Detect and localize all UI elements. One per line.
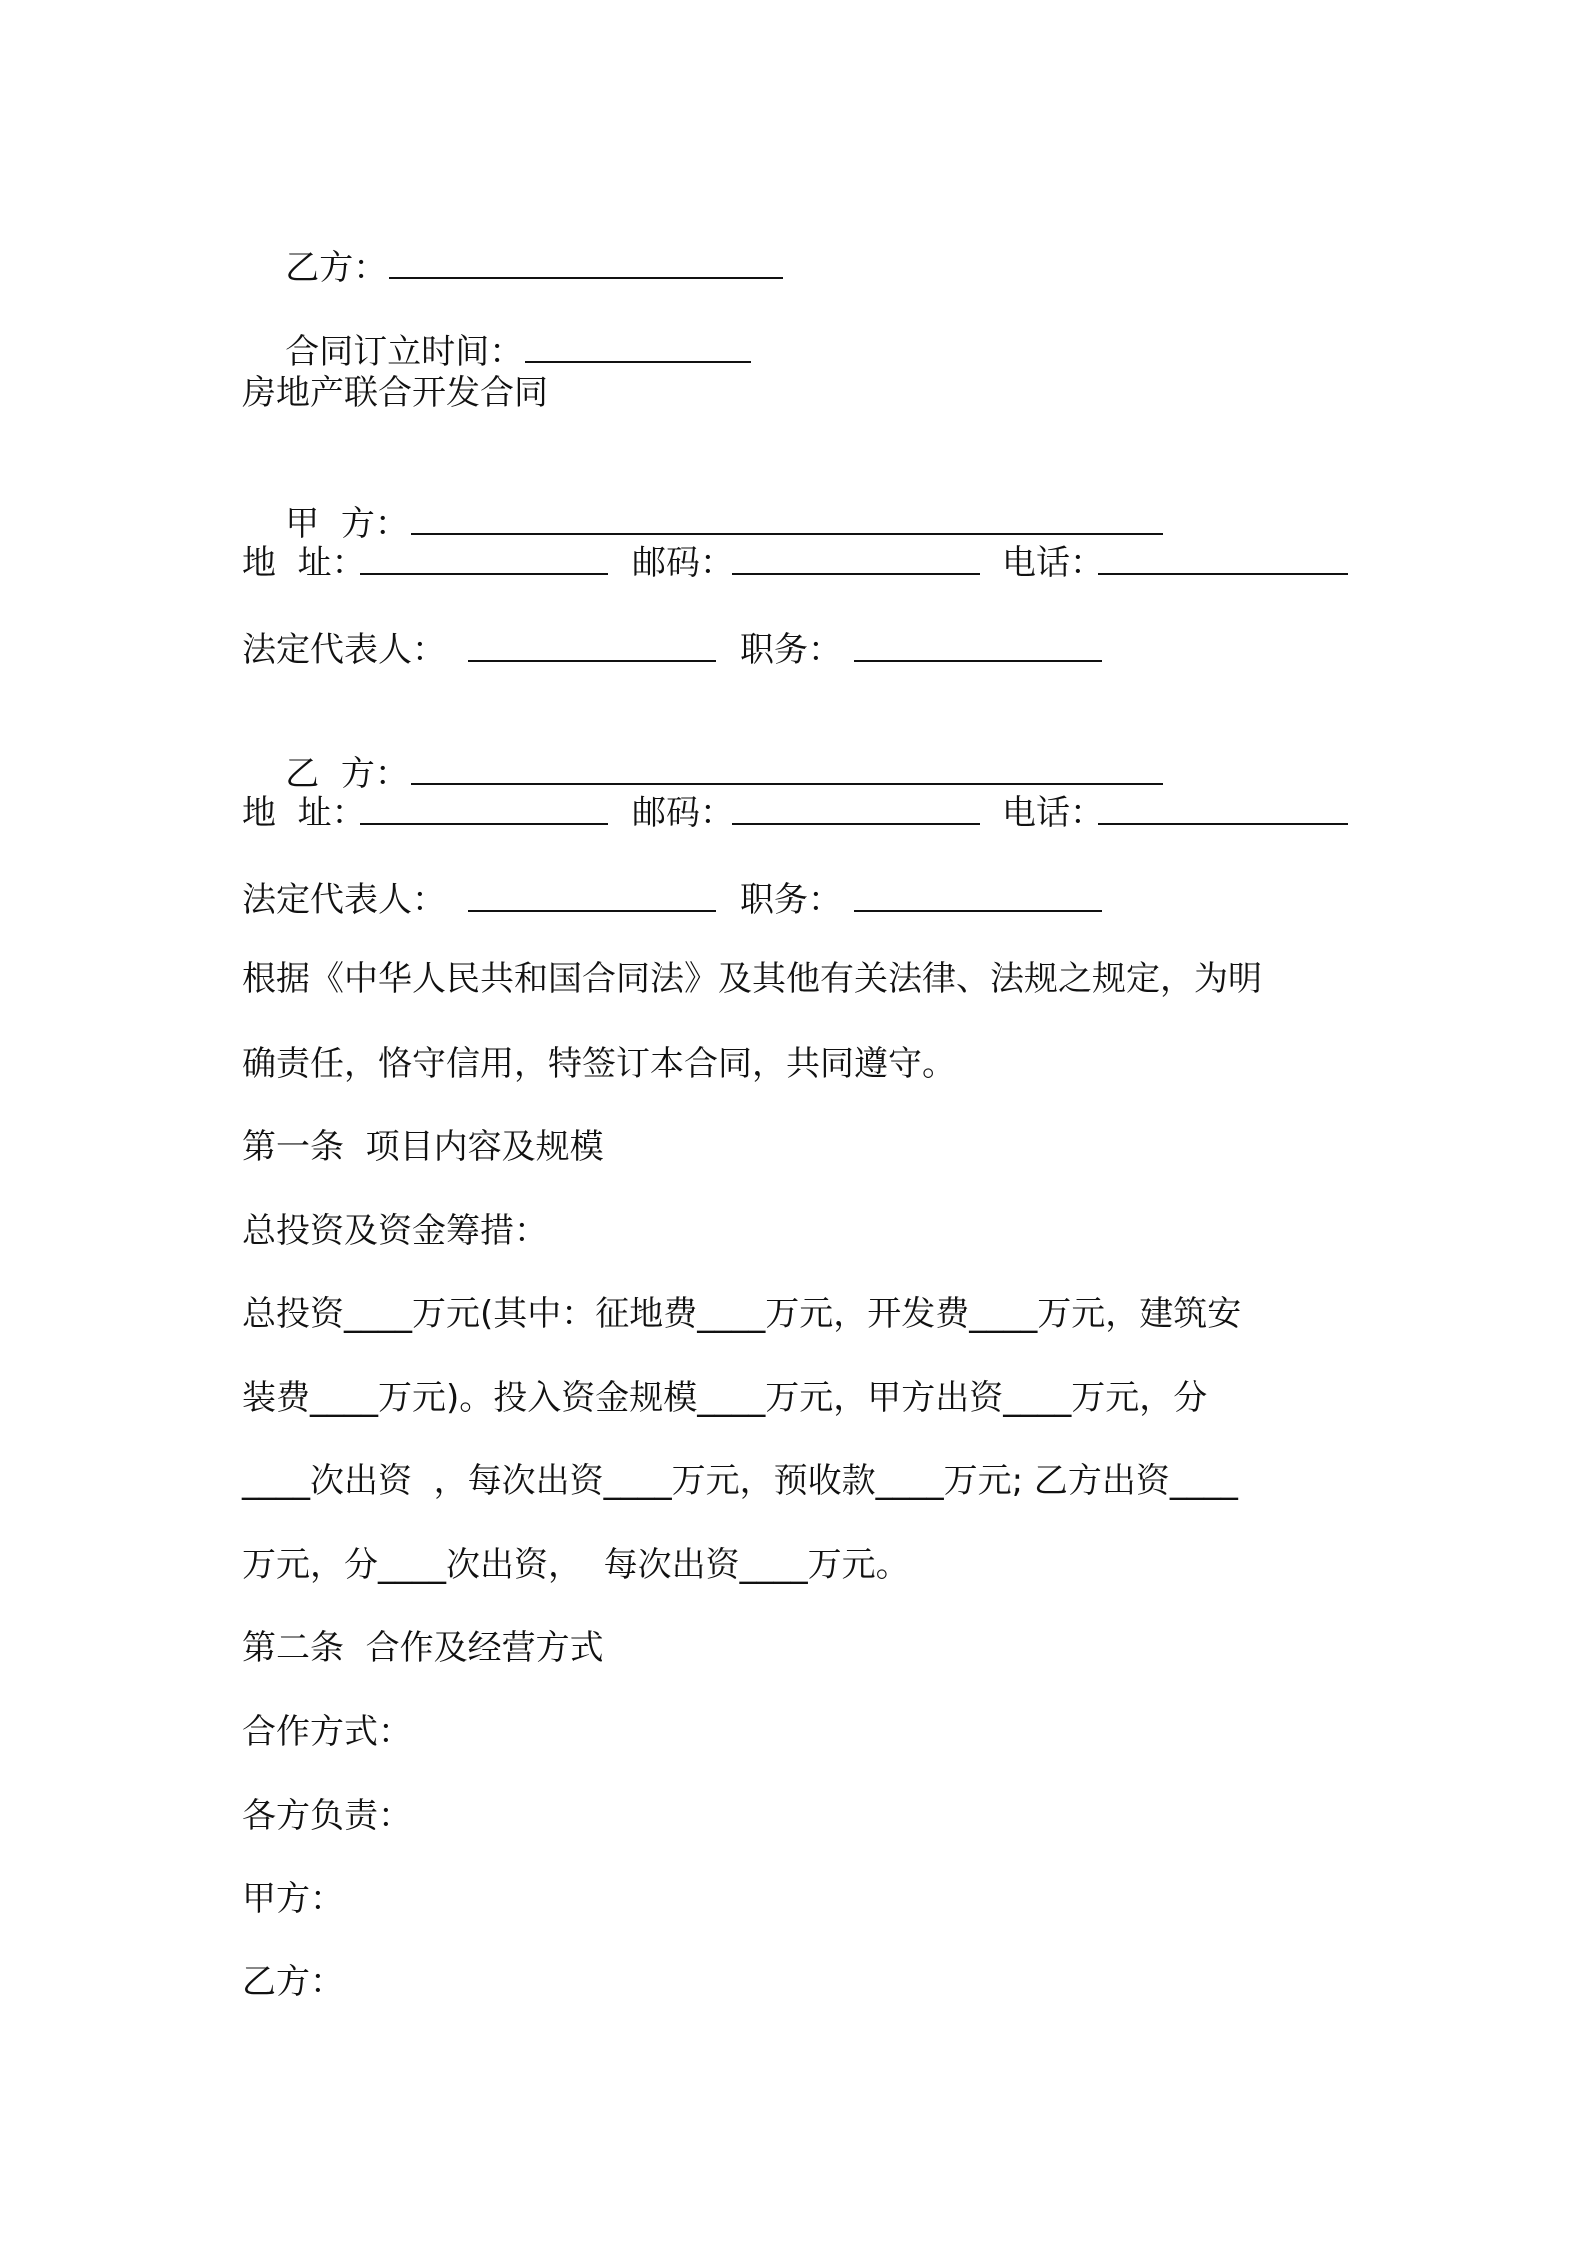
party-a-postcode-blank [732, 543, 980, 575]
party-b-postcode-blank [732, 793, 980, 825]
party-b-phone-label: 电话： [1002, 793, 1104, 833]
party-b-name-blank [411, 753, 1163, 785]
header-party-b-blank [389, 247, 783, 279]
party-b-address-blank [360, 793, 608, 825]
party-a-phone-label: 电话： [1002, 543, 1104, 583]
investment-line-4: 万元，分____次出资， 每次出资____万元。 [242, 1545, 910, 1585]
party-a-label: 甲 方： [285, 504, 409, 544]
party-b-position-label: 职务： [740, 880, 842, 920]
preamble-line-2: 确责任，恪守信用，特签订本合同，共同遵守。 [242, 1044, 956, 1084]
header-party-b-label: 乙方： [285, 248, 388, 288]
party-a-rep-blank [468, 630, 716, 662]
responsibilities: 各方负责： [242, 1796, 412, 1836]
responsibility-party-a: 甲方： [242, 1879, 344, 1919]
party-a-position-label: 职务： [740, 630, 842, 670]
investment-line-3: ____次出资 ，每次出资____万元，预收款____万元; 乙方出资____ [242, 1461, 1238, 1501]
party-b-address-label: 地 址： [242, 793, 366, 833]
party-a-rep-label: 法定代表人： [242, 630, 446, 670]
party-a-postcode-label: 邮码： [632, 543, 734, 583]
party-a-address-blank [360, 543, 608, 575]
party-a-phone-blank [1098, 543, 1348, 575]
contract-date-label: 合同订立时间： [285, 332, 524, 372]
preamble-line-1: 根据《中华人民共和国合同法》及其他有关法律、法规之规定，为明 [242, 959, 1262, 999]
party-a-name-blank [411, 503, 1163, 535]
cooperation-mode: 合作方式： [242, 1712, 412, 1752]
article-1-subtitle: 总投资及资金筹措： [242, 1211, 548, 1251]
party-b-rep-blank [468, 880, 716, 912]
article-1-title: 第一条 项目内容及规模 [242, 1127, 604, 1167]
party-b-label: 乙 方： [285, 754, 409, 794]
responsibility-party-b: 乙方： [242, 1962, 344, 2002]
party-a-address-label: 地 址： [242, 543, 366, 583]
party-b-postcode-label: 邮码： [632, 793, 734, 833]
investment-line-2: 装费____万元)。投入资金规模____万元，甲方出资____万元，分 [242, 1378, 1208, 1418]
document-title: 房地产联合开发合同 [242, 373, 548, 413]
contract-date-blank [525, 331, 751, 363]
article-2-title: 第二条 合作及经营方式 [242, 1628, 604, 1668]
party-b-position-blank [854, 880, 1102, 912]
party-a-position-blank [854, 630, 1102, 662]
party-b-phone-blank [1098, 793, 1348, 825]
party-b-rep-label: 法定代表人： [242, 880, 446, 920]
investment-line-1: 总投资____万元(其中：征地费____万元，开发费____万元，建筑安 [242, 1294, 1242, 1334]
